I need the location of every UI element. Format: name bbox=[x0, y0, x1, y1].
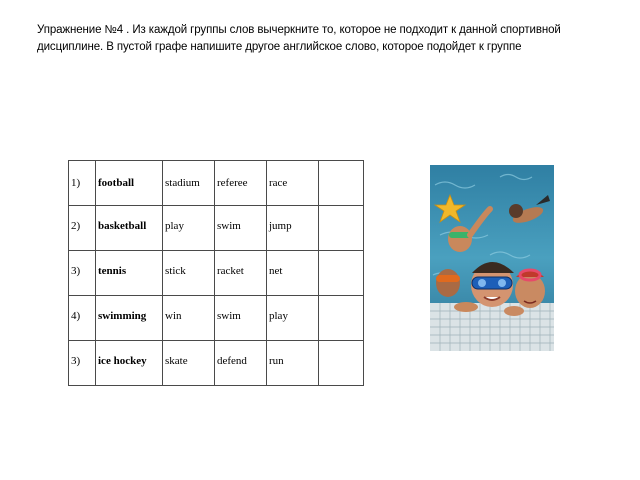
word-cell: referee bbox=[217, 177, 248, 189]
word-cell: stadium bbox=[165, 177, 200, 189]
table-row bbox=[69, 161, 364, 206]
word-cell-cell bbox=[267, 251, 319, 296]
word-cell: racket bbox=[217, 265, 244, 277]
word-cell-cell bbox=[215, 341, 267, 386]
word-cell-cell bbox=[163, 251, 215, 296]
children-in-pool-photo bbox=[430, 165, 554, 351]
word-cell-cell bbox=[215, 161, 267, 206]
word-cell: stick bbox=[165, 265, 186, 277]
exercise-table bbox=[68, 160, 364, 386]
sport-name: ice hockey bbox=[98, 355, 147, 367]
answer-cell[interactable] bbox=[319, 161, 364, 206]
word-cell: play bbox=[269, 310, 288, 322]
table-row bbox=[69, 206, 364, 251]
sport-name: basketball bbox=[98, 220, 147, 232]
sport-name: tennis bbox=[98, 265, 127, 277]
sport-name-cell bbox=[96, 206, 163, 251]
word-cell-cell bbox=[163, 161, 215, 206]
row-number-cell bbox=[69, 251, 96, 296]
word-cell: run bbox=[269, 355, 284, 367]
row-number: 3) bbox=[71, 265, 81, 277]
word-cell: play bbox=[165, 220, 184, 232]
row-number-cell bbox=[69, 296, 96, 341]
word-cell: swim bbox=[217, 220, 241, 232]
word-cell: skate bbox=[165, 355, 188, 367]
word-cell-cell bbox=[215, 206, 267, 251]
word-cell-cell bbox=[163, 341, 215, 386]
word-cell-cell bbox=[267, 341, 319, 386]
word-cell: swim bbox=[217, 310, 241, 322]
answer-cell[interactable] bbox=[319, 296, 364, 341]
word-cell-cell bbox=[267, 206, 319, 251]
word-cell-cell bbox=[163, 206, 215, 251]
table-row bbox=[69, 296, 364, 341]
word-cell: net bbox=[269, 265, 283, 277]
row-number: 2) bbox=[71, 220, 81, 232]
word-cell-cell bbox=[267, 296, 319, 341]
word-cell: race bbox=[269, 177, 288, 189]
row-number-cell bbox=[69, 161, 96, 206]
answer-cell bbox=[321, 296, 363, 309]
sport-name: swimming bbox=[98, 310, 147, 322]
answer-cell bbox=[321, 206, 363, 219]
answer-cell bbox=[321, 251, 363, 264]
answer-cell[interactable] bbox=[319, 341, 364, 386]
sport-name-cell bbox=[96, 161, 163, 206]
row-number: 3) bbox=[71, 355, 81, 367]
sport-name-cell bbox=[96, 296, 163, 341]
row-number-cell bbox=[69, 206, 96, 251]
answer-cell bbox=[321, 341, 363, 354]
sport-name-cell bbox=[96, 341, 163, 386]
word-cell-cell bbox=[215, 251, 267, 296]
word-cell: defend bbox=[217, 355, 247, 367]
row-number: 4) bbox=[71, 310, 81, 322]
table-row bbox=[69, 251, 364, 296]
sport-name: football bbox=[98, 177, 135, 189]
word-cell: win bbox=[165, 310, 182, 322]
sport-name-cell bbox=[96, 251, 163, 296]
answer-cell[interactable] bbox=[319, 206, 364, 251]
table-row bbox=[69, 341, 364, 386]
exercise-instructions: Упражнение №4 . Из каждой группы слов вычеркните то, которое не подходит к данной спортивной дисциплине. В пустой графе напишите другое английское слово, которое подойдет к группе bbox=[37, 24, 561, 53]
word-cell-cell bbox=[267, 161, 319, 206]
row-number: 1) bbox=[71, 177, 81, 189]
answer-cell[interactable] bbox=[319, 251, 364, 296]
row-number-cell bbox=[69, 341, 96, 386]
word-cell: jump bbox=[269, 220, 292, 232]
word-cell-cell bbox=[215, 296, 267, 341]
answer-cell bbox=[321, 161, 363, 176]
word-cell-cell bbox=[163, 296, 215, 341]
